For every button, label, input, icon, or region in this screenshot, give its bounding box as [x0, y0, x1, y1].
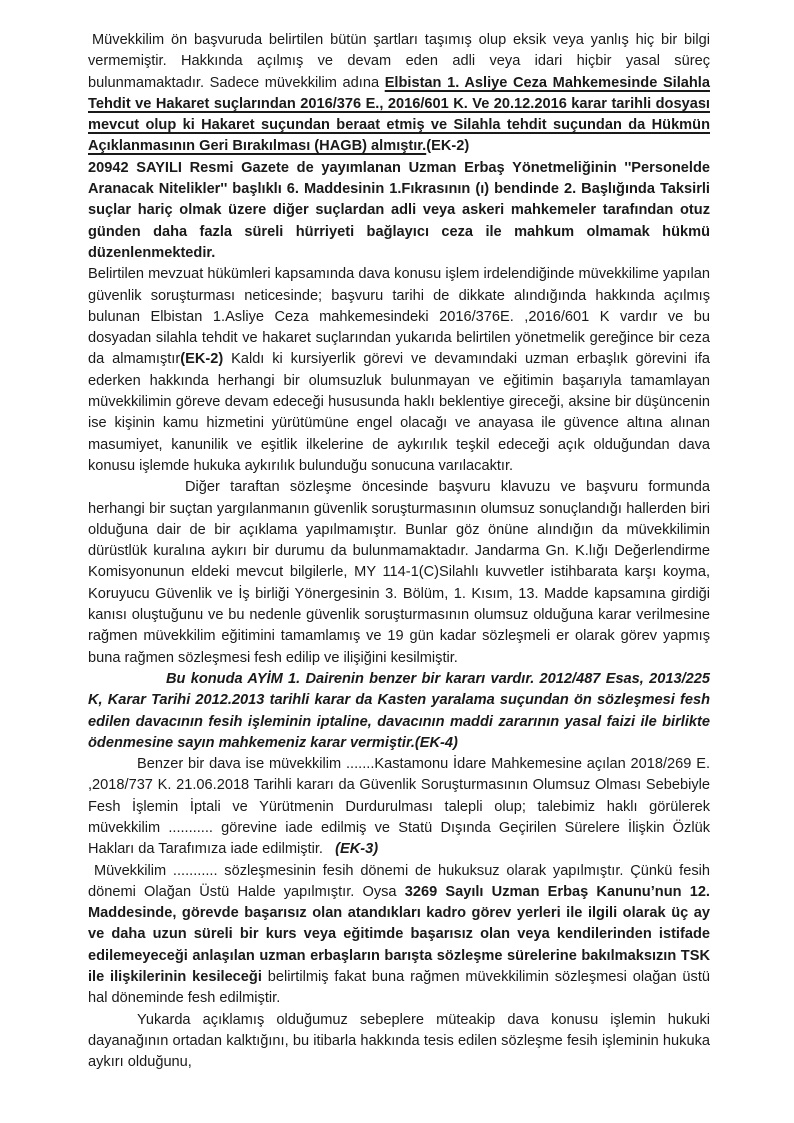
termination-text-part2: belirtilmiş fakat buna rağmen müvekkilimin sözleşmesi olağan üstü hal döneminde fesh edilmiştir. — [88, 969, 710, 1007]
assessment-text-part1: Belirtilen mevzuat hükümleri kapsamında dava konusu işlem irdelendiğinde müvekkilime yapılan güvenlik soruşturması neticesinde; başvuru tarihi de dikkate alındığında hakkında açılmış bulunan Elbistan 1.Asliye Ceza mahkemesindeki 2016/376E. ,2016/601 K vardır ve bu dosyadan silahla tehdit ve hakaret suçlarından yukarıda belirtilen yönetmelik gereğince bir ceza da almamıştır — [88, 266, 710, 368]
application-intro-text: Müvekkilim ön başvuruda belirtilen bütün şartları taşımış olup eksik veya yanlış hiç bir bilgi vermemiştir. Hakkında açılmış ve devam eden adli veya idari hiçbir yasal süreç bulunmamaktadır. Sadece müvekkilim adına — [88, 32, 710, 91]
paragraph-application-statement — [88, 30, 710, 158]
paragraph-kastamonu-precedent — [88, 754, 710, 860]
case-reference-underlined: Elbistan 1. Asliye Ceza Mahkemesinde Silahla Tehdit ve Hakaret suçlarından 2016/376 E., 2016/601 K. Ve 20.12.2016 karar tarihli dosyası mevcut olup ki Hakaret suçundan beraat etmiş ve Silahla tehdit suçundan da Hükmün Açıklanmasının Geri Bırakılması (HAGB) almıştır. — [88, 74, 710, 155]
termination-text-part1: Müvekkilim ........... sözleşmesinin fesih dönemi de hukuksuz olarak yapılmıştır. Çünkü fesih dönemi Olağan Üstü Halde yapılmıştır. Oysa — [88, 862, 710, 900]
regulation-quote-text: 20942 SAYILI Resmi Gazete de yayımlanan Uzman Erbaş Yönetmeliğinin ''Personelde Aranacak Nitelikler'' başlıklı 6. Maddesinin 1.Fıkrasının (ı) bendinde 2. Başlığında Taksirli suçlar hariç olmak üzere diğer suçlardan adli veya askeri mahkemeler tarafından otuz günden daha fazla süreli hürriyeti bağlayıcı ceza ile mahkum olmamak hükmü düzenlenmektedir. — [88, 159, 710, 261]
paragraph-conclusion — [88, 1010, 710, 1074]
paragraph-contract-termination — [88, 861, 710, 1010]
assessment-text-part2: Kaldı ki kursiyerlik görevi ve devamındaki uzman erbaşlık görevini ifa ederken hakkında herhangi bir olumsuzluk bulunmayan ve eğitimin başarıyla tamamlayan müvekkilimin göreve devam edeceği hususunda haklı beklentiye gireceği, aksine bir düşüncenin ise kişinin kamu hizmetini yürütümüne engel olacağı ve anayasa ile güvence altına alınan masumiyet, kanunilik ve eşitlik ilkelerine de aykırılık teşkil edeceği açık olduğundan dava konusu işlemde hukuka aykırılık bulunduğu sonucuna varılacaktır. — [88, 351, 711, 474]
law-quote-bold: 3269 Sayılı Uzman Erbaş Kanunu’nun 12. Maddesinde, görevde başarısız olan atandıkları kadro görev yerleri ile ilgili olarak üç ay ve daha uzun süreli bir kurs veya eğitimde başarısız olan veya kendilerinden istifade edilemeyeceği anlaşılan uzman erbaşların barışta sözleşme sürelerine bakılmaksızın TSK ile ilişkilerinin kesileceği — [88, 883, 710, 986]
paragraph-security-investigation — [88, 477, 710, 669]
attachment-ref-ek2-second: (EK-2) — [180, 351, 224, 368]
paragraph-legal-assessment — [88, 264, 710, 477]
conclusion-text: Yukarda açıklamış olduğumuz sebeplere müteakip dava konusu işlemin hukuki dayanağının ortadan kalktığını, bu itibarla hakkında tesis edilen sözleşme fesih işleminin hukuka aykırı olduğunu, — [88, 1011, 710, 1071]
ayim-precedent-text: Bu konuda AYİM 1. Dairenin benzer bir kararı vardır. 2012/487 Esas, 2013/225 K, Karar Tarihi 2012.2013 tarihli karar da Kasten yaralama suçundan ön sözleşmesi fesh edilen davacının fesih işleminin iptaline, davacının maddi zararının yasal faizi ile birlikte ödenmesine sayın mahkemeniz karar vermiştir.(EK-4) — [88, 670, 710, 751]
attachment-ref-ek3: (EK-3) — [335, 841, 379, 858]
paragraph-regulation-quote — [88, 158, 710, 264]
attachment-ref-ek2: (EK-2) — [426, 138, 470, 155]
paragraph-ayim-precedent — [88, 669, 710, 754]
security-investigation-text: Diğer taraftan sözleşme öncesinde başvuru klavuzu ve başvuru formunda herhangi bir suçtan yargılanmanın güvenlik soruşturmasının olumsuz sonuçlandığı hallerden biri olduğuna dair de bir açıklama yapılmamıştır. Bunlar göz önüne alındığın da müvekkilimin dürüstlük kuralına aykırı bir durumu da bulunmamaktadır. Jandarma Gn. K.lığı Değerlendirme Komisyonunun eldeki mevcut bilgilerle, MY 114-1(C)Silahlı kuvvetler istihbarata karşı koyma, Koruyucu Güvenlik ve İş birliği Yönergesinin 3. Bölüm, 1. Kısım, 13. Madde kapsamına girdiği kanısı oluştuğunu ve bu nedenle güvenlik soruşturmasının olumsuz olduğuna karar verilmesine rağmen müvekkilim eğitimini tamamlamış ve 19 gün kadar sözleşmeli er olarak görev yapmış buna rağmen sözleşmesi fesh edilip ve ilişiğini kesilmiştir. — [88, 479, 710, 666]
kastamonu-precedent-text: Benzer bir dava ise müvekkilim .......Kastamonu İdare Mahkemesine açılan 2018/269 E. ,2018/737 K. 21.06.2018 Tarihli kararı da Güvenlik Soruşturmasının Olumsuz Olması Sebebiyle Fesh İşlemin İptali ve Yürütmenin Durdurulması talepli olup; talebimiz haklı görülerek müvekkilim ........... görevine iade edilmiş ve Statü Dışında Geçirilen Sürelere İlişkin Özlük Hakları da Tarafımıza iade edilmiştir. — [88, 756, 710, 858]
